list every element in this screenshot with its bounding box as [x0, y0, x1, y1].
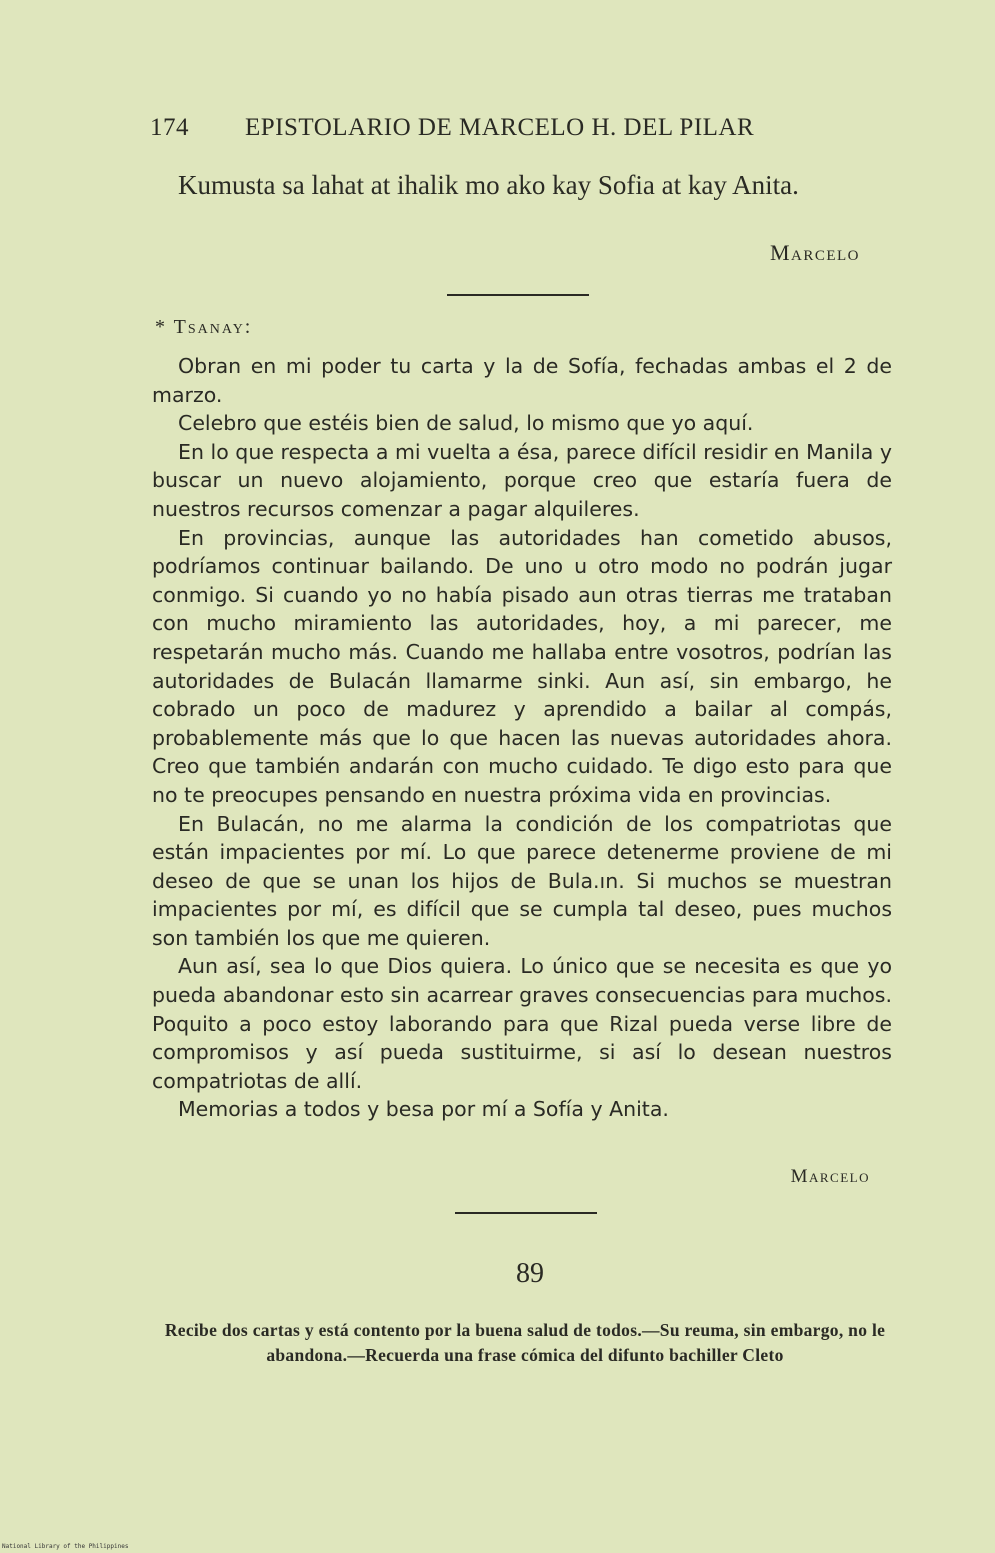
page-number: 174 [150, 114, 189, 141]
letter-paragraph: Obran en mi poder tu carta y la de Sofía, fechadas ambas el 2 de marzo. [152, 354, 892, 407]
letter-signature: Marcelo [790, 1166, 870, 1187]
letter-paragraph: Celebro que estéis bien de salud, lo mismo que yo aquí. [178, 411, 754, 436]
previous-letter-signature: Marcelo [769, 240, 860, 265]
section-divider [447, 294, 589, 296]
running-title: EPISTOLARIO DE MARCELO H. DEL PILAR [245, 114, 755, 141]
letter-number: 89 [516, 1258, 544, 1289]
letter-paragraph: Memorias a todos y besa por mí a Sofía y Anita. [178, 1097, 669, 1122]
letter-salutation: * Tsanay: [155, 316, 253, 338]
section-divider [455, 1212, 597, 1214]
letter-paragraph: En provincias, aunque las autoridades han cometido abusos, podríamos continuar bailando. De uno u otro modo no podrán jugar conmigo. Si cuando yo no había pisado aun otras tierras me trataban con mucho miramiento las autoridades, hoy, a mi parecer, me respetarán mucho más. Cuando me hallaba entre vosotros, podrían las autoridades de Bulacán llamarme sinki. Aun así, sin embargo, he cobrado un poco de madurez y aprendido a bailar al compás, probablemente más que lo que hacen las nuevas autoridades ahora. Creo que también andarán con mucho cuidado. Te digo esto para que no te preocupes pensando en nuestra próxima vida en provincias. [152, 525, 892, 807]
letter-paragraph: En Bulacán, no me alarma la condición de los compatriotas que están impacientes por mí. Lo que parece detenerme proviene de mi deseo de que se unan los hijos de Bula.ın. Si muchos se muestran impacientes por mí, es difícil que se cumpla tal deseo, pues muchos son también los que me quieren. [152, 811, 892, 950]
letter-body [152, 352, 892, 1124]
library-credit: National Library of the Philippines [2, 1543, 129, 1550]
letter-paragraph: Aun así, sea lo que Dios quiera. Lo único que se necesita es que yo pueda abandonar esto sin acarrear graves consecuencias para muchos. Poquito a poco estoy laborando para que Rizal pueda verse libre de compromisos y así pueda sustituirme, si así lo desean nuestros compatriotas de allí. [152, 954, 892, 1093]
letter-summary: Recibe dos cartas y está contento por la buena salud de todos.—Su reuma, sin embargo, no le abandona.—Recuerda una frase cómica del difunto bachiller Cleto [164, 1320, 886, 1365]
letter-paragraph: En lo que respecta a mi vuelta a ésa, parece difícil residir en Manila y buscar un nuevo alojamiento, porque creo que estaría fuera de nuestros recursos comenzar a pagar alquileres. [152, 439, 892, 521]
previous-letter-closing: Kumusta sa lahat at ihalik mo ako kay Sofia at kay Anita. [178, 170, 799, 200]
